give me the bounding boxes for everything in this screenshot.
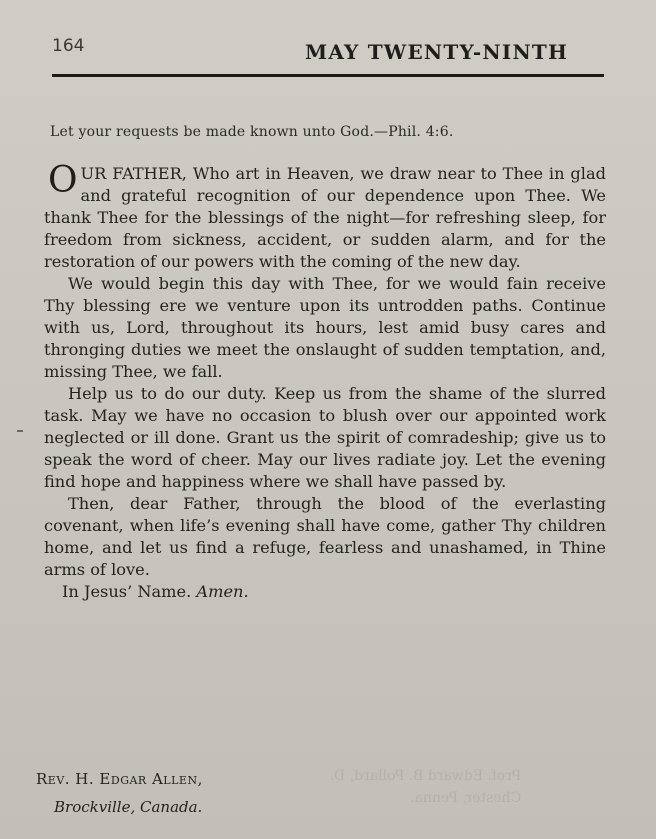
- paragraph-3: Help us to do our duty. Keep us from the shame of the slurred task. May we have no occasion to blush over our appointed work neglected or ill done. Grant us the spirit of comradeship; give us to speak the word of cheer. May our lives radiate joy. Let the evening find hope and happiness where we shall have passed by.: [44, 384, 606, 491]
- bleed-through-text: [330, 765, 521, 809]
- author-place: Brockville, Canada.: [54, 798, 203, 816]
- paragraph-2: We would begin this day with Thee, for we would fain receive Thy blessing ere we venture upon its untrodden paths. Continue with us, Lord, throughout its hours, lest amid busy cares and thronging duties we meet the onslaught of sudden temptation, and, missing Thee, we fall.: [44, 274, 606, 381]
- paragraph-1: [44, 160, 606, 273]
- running-title: MAY TWENTY-NINTH: [305, 40, 569, 64]
- closing-text: In Jesus’ Name.: [62, 582, 192, 601]
- bleed-through-line-2: Chester, Penna.: [410, 790, 522, 806]
- page-number: 164: [52, 36, 85, 56]
- prayer-body: [44, 160, 606, 603]
- margin-mark: [17, 430, 23, 432]
- signature: [36, 765, 203, 821]
- header-rule: [52, 74, 604, 77]
- paragraph-4: Then, dear Father, through the blood of the everlasting covenant, when life’s evening shall have come, gather Thy children home, and let us find a refuge, fearless and unashamed, in Thine arms of love.: [44, 494, 606, 579]
- author-name: Rev. H. Edgar Allen,: [36, 770, 203, 788]
- epigraph: Let your requests be made known unto God.—Phil. 4:6.: [50, 124, 454, 140]
- paragraph-1-text: Who art in Heaven, we draw near to Thee in glad and grateful recognition of our dependence upon Thee. We thank Thee for the blessings of the night—for refreshing sleep, for freedom from sickness, accident, or sudden alarm, and for the restoration of our powers with the coming of the new day.: [44, 164, 606, 271]
- drop-cap: O: [48, 160, 78, 201]
- amen: Amen.: [196, 582, 249, 601]
- opening-words: UR FATHER,: [80, 164, 187, 183]
- bleed-through-line-1: Prof. Edward B. Pollard, D.: [330, 768, 522, 784]
- closing-line: [44, 581, 606, 603]
